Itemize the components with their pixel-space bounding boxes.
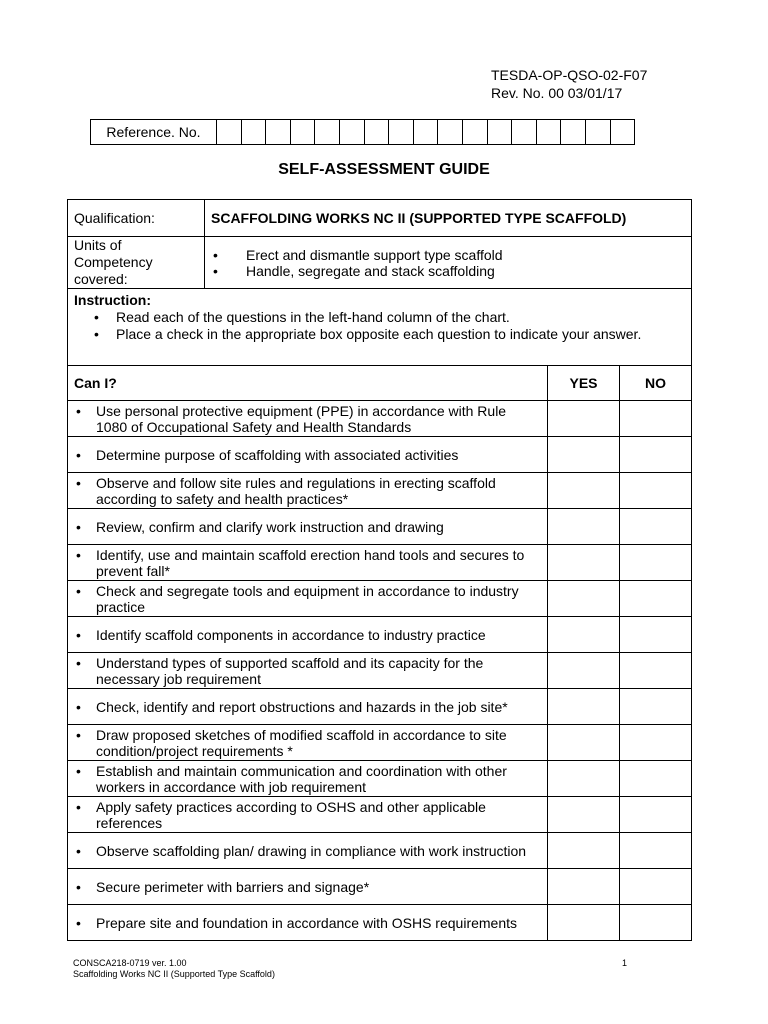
- units-row: [68, 237, 692, 289]
- instruction-list: [74, 309, 685, 343]
- no-checkbox[interactable]: [620, 797, 692, 833]
- yes-checkbox[interactable]: [548, 761, 620, 797]
- unit-item: • Erect and dismantle support type scaffold: [211, 247, 685, 263]
- question-text: • Apply safety practices according to OSHS and other applicable references: [74, 799, 541, 831]
- no-checkbox[interactable]: [620, 581, 692, 617]
- yes-checkbox[interactable]: [548, 581, 620, 617]
- question-text: • Determine purpose of scaffolding with associated activities: [74, 447, 541, 463]
- no-checkbox[interactable]: [620, 473, 692, 509]
- checklist-row: [68, 473, 692, 509]
- no-checkbox[interactable]: [620, 833, 692, 869]
- no-checkbox[interactable]: [620, 653, 692, 689]
- checklist-row: [68, 905, 692, 941]
- reference-box[interactable]: [217, 120, 242, 145]
- instruction-item: • Place a check in the appropriate box opposite each question to indicate your answer.: [74, 326, 685, 343]
- checklist-row: [68, 545, 692, 581]
- qualification-value: SCAFFOLDING WORKS NC II (SUPPORTED TYPE SCAFFOLD): [205, 200, 692, 237]
- checklist-row: [68, 797, 692, 833]
- yes-checkbox[interactable]: [548, 869, 620, 905]
- no-checkbox[interactable]: [620, 761, 692, 797]
- reference-box[interactable]: [315, 120, 340, 145]
- checklist-question: [68, 725, 548, 761]
- checklist-question: [68, 617, 548, 653]
- yes-checkbox[interactable]: [548, 473, 620, 509]
- yes-checkbox[interactable]: [548, 689, 620, 725]
- checklist-question: [68, 689, 548, 725]
- yes-checkbox[interactable]: [548, 401, 620, 437]
- yes-checkbox[interactable]: [548, 905, 620, 941]
- unit-item: • Handle, segregate and stack scaffolding: [211, 263, 685, 279]
- units-cell: [205, 237, 692, 289]
- checklist-row: [68, 725, 692, 761]
- checklist-row: [68, 653, 692, 689]
- reference-box[interactable]: [462, 120, 487, 145]
- yes-header: YES: [548, 366, 620, 401]
- reference-number-table: [90, 119, 635, 145]
- question-text: • Establish and maintain communication and coordination with other workers in accordance with job requirement: [74, 763, 541, 795]
- assessment-table: [67, 199, 692, 941]
- checklist-row: [68, 581, 692, 617]
- no-checkbox[interactable]: [620, 725, 692, 761]
- yes-checkbox[interactable]: [548, 617, 620, 653]
- question-text: • Use personal protective equipment (PPE) in accordance with Rule 1080 of Occupational Safety and Health Standards: [74, 403, 541, 435]
- question-text: • Check and segregate tools and equipment in accordance to industry practice: [74, 583, 541, 615]
- checklist-row: [68, 509, 692, 545]
- checklist-row: [68, 617, 692, 653]
- reference-box[interactable]: [339, 120, 364, 145]
- no-checkbox[interactable]: [620, 905, 692, 941]
- question-text: • Prepare site and foundation in accordance with OSHS requirements: [74, 915, 541, 931]
- yes-checkbox[interactable]: [548, 509, 620, 545]
- checklist-row: [68, 869, 692, 905]
- question-text: • Observe scaffolding plan/ drawing in compliance with work instruction: [74, 843, 541, 859]
- no-checkbox[interactable]: [620, 617, 692, 653]
- question-text: • Understand types of supported scaffold and its capacity for the necessary job requirement: [74, 655, 541, 687]
- no-header: NO: [620, 366, 692, 401]
- no-checkbox[interactable]: [620, 437, 692, 473]
- reference-box[interactable]: [512, 120, 537, 145]
- yes-checkbox[interactable]: [548, 797, 620, 833]
- checklist-row: [68, 833, 692, 869]
- question-text: • Identify scaffold components in accordance to industry practice: [74, 627, 541, 643]
- checklist-question: [68, 869, 548, 905]
- question-text: • Observe and follow site rules and regulations in erecting scaffold according to safety and health practices*: [74, 475, 541, 507]
- checklist-question: [68, 437, 548, 473]
- revision-number: Rev. No. 00 03/01/17: [491, 85, 623, 101]
- reference-box[interactable]: [487, 120, 512, 145]
- yes-checkbox[interactable]: [548, 653, 620, 689]
- reference-box[interactable]: [413, 120, 438, 145]
- reference-box[interactable]: [364, 120, 389, 145]
- checklist-question: [68, 761, 548, 797]
- qualification-label: Qualification:: [68, 200, 205, 237]
- question-text: • Check, identify and report obstructions and hazards in the job site*: [74, 699, 541, 715]
- can-i-header: Can I?: [68, 366, 548, 401]
- checklist-question: [68, 473, 548, 509]
- checklist-question: [68, 581, 548, 617]
- reference-box[interactable]: [389, 120, 414, 145]
- page-number: 1: [622, 958, 628, 968]
- units-list: [211, 247, 685, 279]
- reference-label: Reference. No.: [91, 120, 217, 145]
- instruction-item: • Read each of the questions in the left-hand column of the chart.: [74, 309, 685, 326]
- yes-checkbox[interactable]: [548, 833, 620, 869]
- reference-box[interactable]: [561, 120, 586, 145]
- units-label: Units of Competency covered:: [68, 237, 205, 289]
- question-text: • Draw proposed sketches of modified scaffold in accordance to site condition/project requirements *: [74, 727, 541, 759]
- checklist-row: [68, 689, 692, 725]
- page-title: SELF-ASSESSMENT GUIDE: [278, 161, 490, 178]
- yes-checkbox[interactable]: [548, 725, 620, 761]
- footer: [73, 958, 275, 980]
- qualification-row: [68, 200, 692, 237]
- reference-box[interactable]: [290, 120, 315, 145]
- no-checkbox[interactable]: [620, 545, 692, 581]
- footer-title: Scaffolding Works NC II (Supported Type Scaffold): [73, 969, 275, 979]
- footer-code: CONSCA218-0719 ver. 1.00: [73, 958, 187, 968]
- instruction-cell: [68, 289, 692, 366]
- reference-box[interactable]: [266, 120, 291, 145]
- document-code: TESDA-OP-QSO-02-F07: [491, 67, 648, 83]
- checklist-row: [68, 401, 692, 437]
- checklist-question: [68, 509, 548, 545]
- checklist-question: [68, 653, 548, 689]
- checklist-header-row: [68, 366, 692, 401]
- yes-checkbox[interactable]: [548, 545, 620, 581]
- no-checkbox[interactable]: [620, 401, 692, 437]
- checklist-question: [68, 905, 548, 941]
- checklist-question: [68, 545, 548, 581]
- question-text: • Identify, use and maintain scaffold erection hand tools and secures to prevent fall*: [74, 547, 541, 579]
- no-checkbox[interactable]: [620, 509, 692, 545]
- reference-box[interactable]: [241, 120, 266, 145]
- instruction-row: [68, 289, 692, 366]
- reference-box[interactable]: [438, 120, 463, 145]
- reference-box[interactable]: [610, 120, 635, 145]
- no-checkbox[interactable]: [620, 689, 692, 725]
- checklist-question: [68, 401, 548, 437]
- checklist-row: [68, 761, 692, 797]
- question-text: • Review, confirm and clarify work instruction and drawing: [74, 519, 541, 535]
- reference-box[interactable]: [585, 120, 610, 145]
- reference-box[interactable]: [536, 120, 561, 145]
- question-text: • Secure perimeter with barriers and signage*: [74, 879, 541, 895]
- instruction-label: Instruction:: [74, 292, 151, 308]
- document-code-block: [491, 66, 647, 102]
- checklist-question: [68, 833, 548, 869]
- yes-checkbox[interactable]: [548, 437, 620, 473]
- no-checkbox[interactable]: [620, 869, 692, 905]
- checklist-question: [68, 797, 548, 833]
- checklist-row: [68, 437, 692, 473]
